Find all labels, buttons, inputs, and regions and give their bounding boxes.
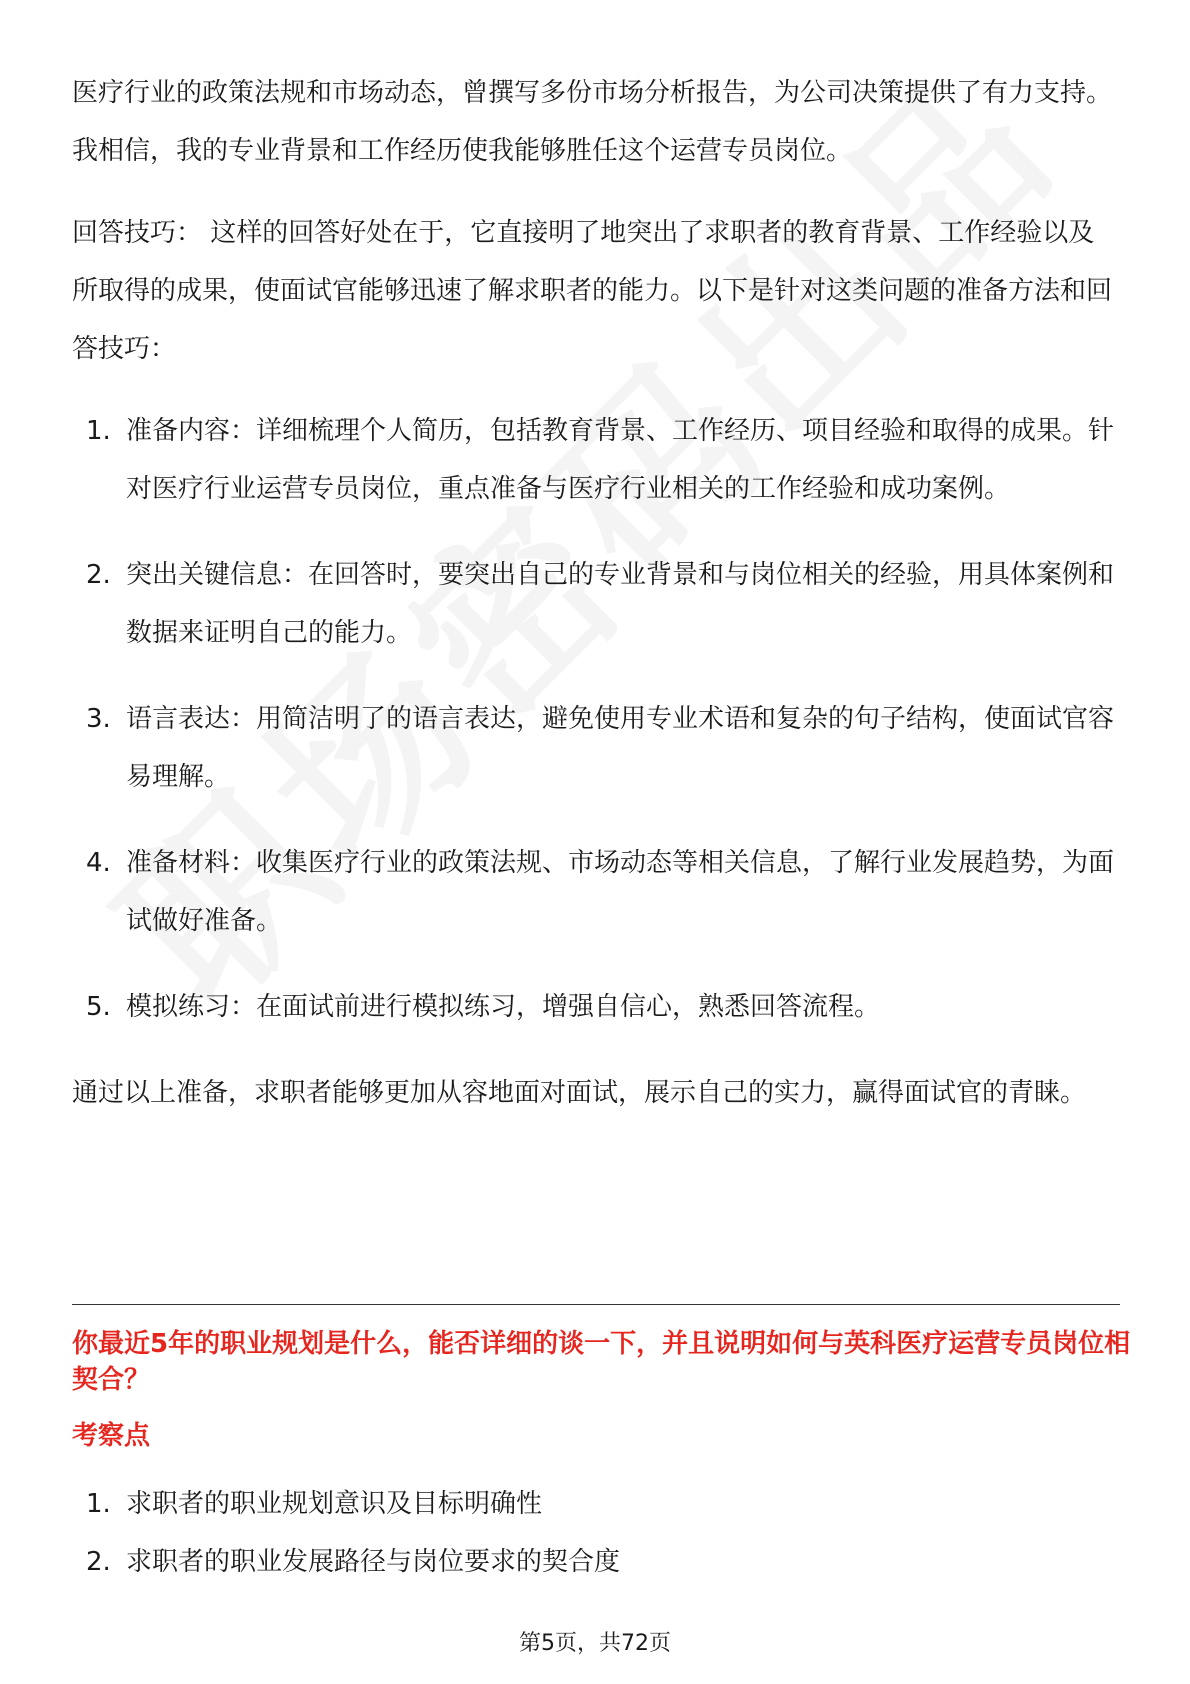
list-number: 5. <box>86 992 111 1022</box>
list-item <box>72 1542 1120 1582</box>
conclusion-paragraph: 通过以上准备，求职者能够更加从容地面对面试，展示自己的实力，赢得面试官的青睐。 <box>72 1078 1087 1108</box>
assessment-points-heading: 考察点 <box>72 1421 151 1451</box>
answer-technique-paragraph: 回答技巧： 这样的回答好处在于，它直接明了地突出了求职者的教育背景、工作经验以及所取得的成果，使面试官能够迅速了解求职者的能力。以下是针对这类问题的准备方法和回答技巧： <box>72 218 1113 364</box>
tips-list <box>72 402 1120 1036</box>
section-divider <box>72 1304 1120 1305</box>
question-heading: 你最近5年的职业规划是什么，能否详细的谈一下，并且说明如何与英科医疗运营专员岗位相契合？ <box>72 1329 1131 1395</box>
list-item <box>72 834 1120 950</box>
list-item <box>72 546 1120 662</box>
page-footer: 第5页，共72页 <box>519 1631 671 1656</box>
list-number: 2. <box>86 560 111 590</box>
list-item <box>72 978 1120 1036</box>
list-number: 3. <box>86 704 111 734</box>
list-text: 准备材料：收集医疗行业的政策法规、市场动态等相关信息，了解行业发展趋势，为面试做好准备。 <box>126 848 1115 936</box>
list-number: 2. <box>86 1547 111 1577</box>
list-text: 语言表达：用简洁明了的语言表达，避免使用专业术语和复杂的句子结构，使面试官容易理解。 <box>126 704 1115 792</box>
list-text: 准备内容：详细梳理个人简历，包括教育背景、工作经历、项目经验和取得的成果。针对医疗行业运营专员岗位，重点准备与医疗行业相关的工作经验和成功案例。 <box>126 416 1115 504</box>
list-text: 突出关键信息：在回答时，要突出自己的专业背景和与岗位相关的经验，用具体案例和数据来证明自己的能力。 <box>126 560 1115 648</box>
list-item <box>72 402 1120 518</box>
list-item <box>72 1484 1120 1524</box>
list-text: 模拟练习：在面试前进行模拟练习，增强自信心，熟悉回答流程。 <box>126 992 881 1022</box>
list-text: 求职者的职业规划意识及目标明确性 <box>126 1489 543 1519</box>
list-number: 1. <box>86 1489 111 1519</box>
list-item <box>72 690 1120 806</box>
list-number: 1. <box>86 416 111 446</box>
page-content <box>72 64 1120 1146</box>
list-number: 4. <box>86 848 111 878</box>
list-text: 求职者的职业发展路径与岗位要求的契合度 <box>126 1547 621 1577</box>
intro-paragraph: 医疗行业的政策法规和市场动态，曾撰写多份市场分析报告，为公司决策提供了有力支持。我相信，我的专业背景和工作经历使我能够胜任这个运营专员岗位。 <box>72 78 1113 166</box>
assessment-points-list <box>72 1484 1120 1600</box>
